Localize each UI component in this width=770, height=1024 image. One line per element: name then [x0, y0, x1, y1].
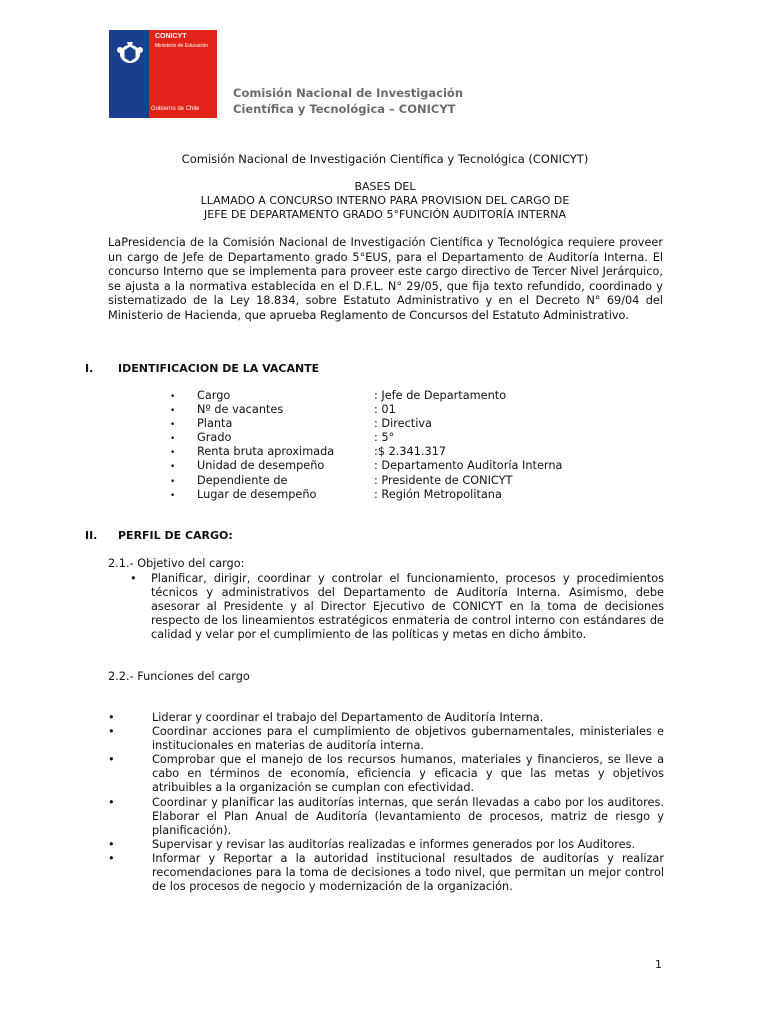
function-text: Coordinar y planificar las auditorías internas, que serán llevadas a cabo por los auditores. Elaborar el Plan Anual de Auditoría (levantamiento de procesos, matriz de riesgo y planificación). [152, 795, 664, 837]
function-item [108, 852, 664, 894]
bullet-icon: • [108, 725, 115, 739]
function-text: Informar y Reportar a la autoridad institucional resultados de auditorías y realizar recomendaciones para la toma de decisiones a todo nivel, que permitan un mejor control de los procesos de negocio y modernización de la organización. [152, 851, 664, 894]
conicyt-logo [109, 30, 217, 118]
objective-block [108, 572, 664, 642]
vacancy-value: : Región Metropolitana [374, 487, 502, 501]
function-item [108, 725, 664, 753]
vacancy-label: Dependiente de [197, 473, 288, 487]
bullet-icon: • [108, 753, 115, 767]
bullet-icon: • [170, 434, 176, 445]
bullet-icon: • [108, 851, 115, 865]
organization-name [233, 85, 463, 117]
vacancy-value: : Jefe de Departamento [374, 389, 507, 402]
logo-ministry: Ministerio de Educación [155, 43, 209, 49]
function-item [108, 796, 664, 838]
functions-heading: 2.2.- Funciones del cargo [108, 670, 250, 683]
function-text: Liderar y coordinar el trabajo del Departamento de Auditoría Interna. [152, 711, 544, 724]
vacancy-value: : Presidente de CONICYT [374, 473, 513, 487]
title-line2: LLAMADO A CONCURSO INTERNO PARA PROVISION DEL CARGO DE [200, 194, 570, 207]
section1-number: I. [85, 362, 94, 375]
objective-item [108, 572, 664, 642]
function-item [108, 838, 664, 852]
vacancy-value: : 01 [374, 403, 396, 417]
logo-government: Gobierno de Chile [151, 106, 200, 112]
vacancy-value: : 5° [374, 431, 395, 445]
vacancy-label: Grado [197, 431, 232, 445]
vacancy-label: Planta [197, 417, 233, 431]
institution-title: Comisión Nacional de Investigación Científica y Tecnológica (CONICYT) [181, 152, 589, 166]
objective-heading: 2.1.- Objetivo del cargo: [108, 557, 245, 570]
title-line1: BASES DEL [354, 180, 416, 193]
bullet-icon: • [130, 572, 137, 585]
vacancy-label: Lugar de desempeño [197, 487, 317, 501]
vacancy-label: Nº de vacantes [197, 403, 284, 417]
vacancy-label: Unidad de desempeño [197, 459, 325, 473]
bullet-icon: • [108, 795, 115, 809]
intro-paragraph: LaPresidencia de la Comisión Nacional de Investigación Científica y Tecnológica requiere proveer un cargo de Jefe de Departamento grado 5°EUS, para el Departamento de Auditoría Interna. El concurso Interno que se implementa para proveer este cargo directivo de Tercer Nivel Jerárquico, se ajusta a la normativa establecida en el D.F.L. N° 29/05, que fija texto refundido, coordinado y sistematizado de la Ley 18.834, sobre Estatuto Administrativo y en el Decreto N° 69/04 del Ministerio de Hacienda, que aprueba Reglamento de Concursos del Estatuto Administrativo. [108, 236, 663, 322]
objective-text: Planificar, dirigir, coordinar y controlar el funcionamiento, procesos y procedimientos técnicos y administrativos del Departamento de Auditoría Interna. Asimismo, debe asesorar al Presidente y al Director Ejecutivo de CONICYT en la toma de decisiones respecto de los lineamientos estratégicos enmateria de control interno con estándares de calidad y velar por el cumplimiento de las políticas y metas en dicho ámbito. [151, 572, 664, 642]
section2-title: PERFIL DE CARGO: [118, 529, 233, 542]
function-text: Comprobar que el manejo de los recursos humanos, materiales y financieros, se lleve a cabo en términos de economía, eficiencia y eficacia y que las metas y objetivos atribuibles a la organización se cumplan con efectividad. [152, 753, 664, 795]
function-item [108, 753, 664, 795]
coat-of-arms-icon [115, 38, 145, 66]
org-name-line1: Comisión Nacional de Investigación [233, 86, 463, 100]
bullet-icon: • [108, 837, 115, 851]
vacancy-value: : Departamento Auditoría Interna [374, 459, 563, 473]
vacancy-value: : Directiva [374, 417, 432, 431]
section1-title: IDENTIFICACION DE LA VACANTE [118, 362, 320, 375]
vacancy-label: Cargo [197, 389, 231, 402]
function-item [108, 711, 664, 725]
bullet-icon: • [170, 448, 176, 459]
bullet-icon: • [170, 490, 176, 501]
logo-brand: CONICYT [155, 33, 187, 40]
section2-number: II. [85, 529, 98, 542]
bullet-icon: • [170, 476, 176, 487]
bullet-icon: • [170, 462, 176, 473]
title-line3: JEFE DE DEPARTAMENTO GRADO 5°FUNCIÓN AUDITORÍA INTERNA [204, 208, 566, 221]
bullet-icon: • [170, 406, 176, 417]
function-text: Supervisar y revisar las auditorías realizadas e informes generados por los Auditores. [152, 837, 636, 851]
bullet-icon: • [108, 711, 115, 724]
vacancy-value: :$ 2.341.317 [374, 445, 447, 459]
page-number: 1 [655, 958, 662, 971]
function-text: Coordinar acciones para el cumplimiento de objetivos gubernamentales, ministeriales e institucionales en materias de auditoría interna. [152, 725, 664, 753]
bullet-icon: • [170, 420, 176, 431]
bullet-icon: • [170, 392, 176, 402]
functions-list [108, 711, 664, 894]
org-name-line2: Científica y Tecnológica – CONICYT [233, 102, 456, 116]
vacancy-label: Renta bruta aproximada [197, 445, 335, 459]
